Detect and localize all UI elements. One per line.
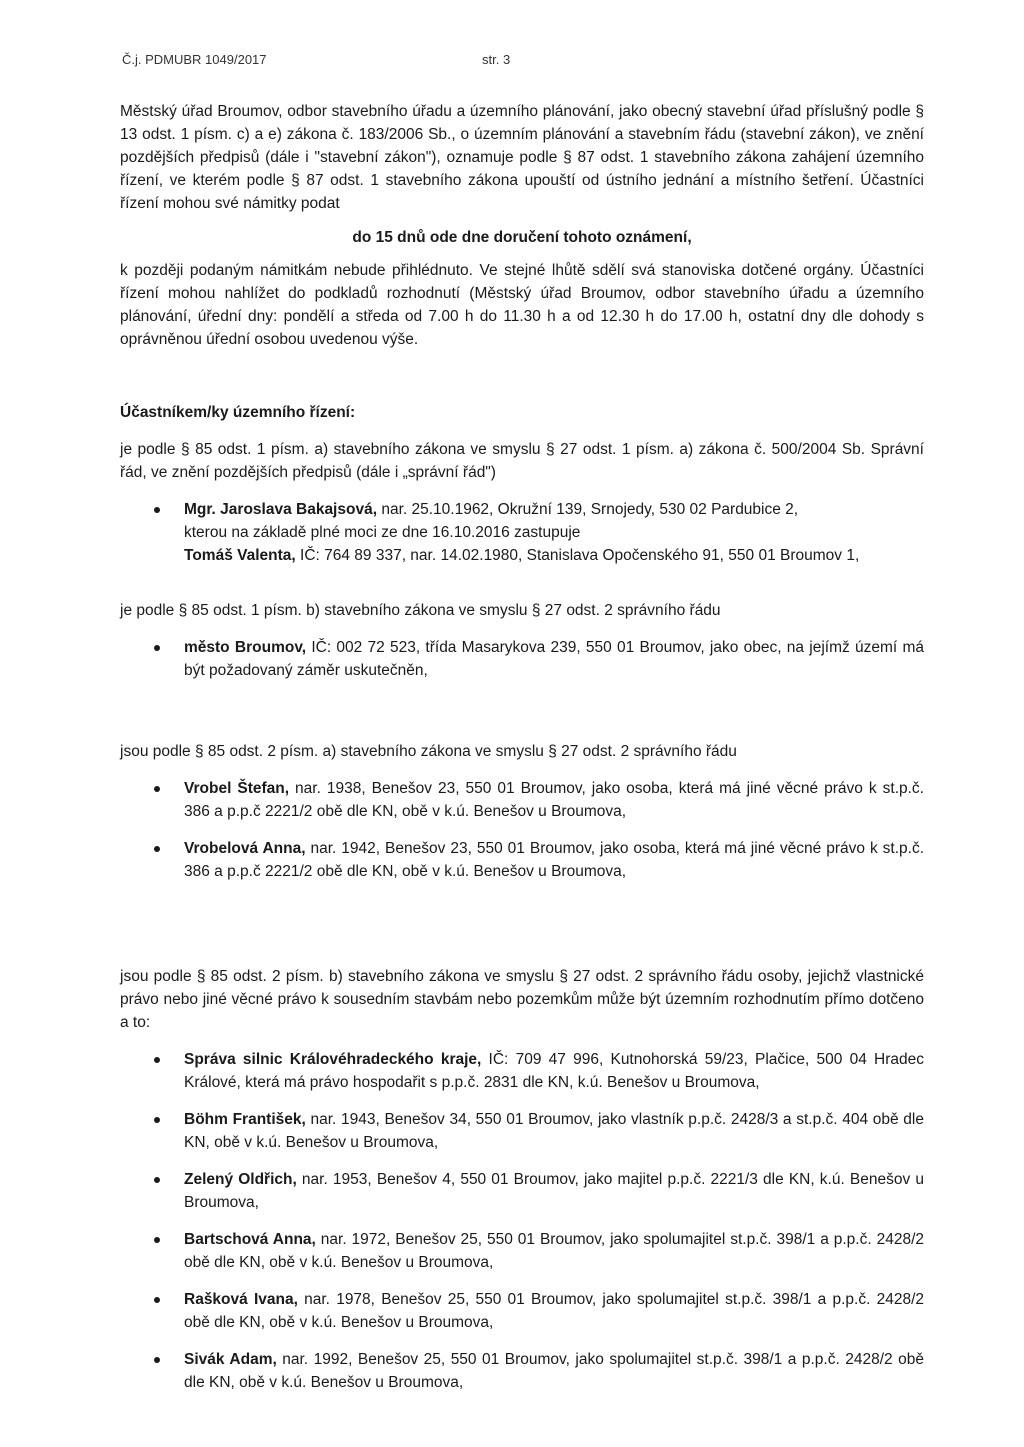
bullet-icon [154, 1057, 160, 1063]
list-item [120, 1048, 924, 1094]
group3-list [120, 777, 924, 883]
document-body [120, 100, 924, 1394]
participant-name: město Broumov, [184, 639, 307, 656]
list-item [120, 1168, 924, 1214]
participant-name: Böhm František, [184, 1111, 306, 1128]
representation-note: kterou na základě plné moci ze dne 16.10.2016 zastupuje [184, 524, 581, 541]
participants-heading: Účastníkem/ky územního řízení: [120, 404, 356, 421]
participant-name: Sivák Adam, [184, 1351, 277, 1368]
bullet-icon [154, 846, 160, 852]
group3-text: jsou podle § 85 odst. 2 písm. a) stavebního zákona ve smyslu § 27 odst. 2 správního řádu [120, 743, 737, 760]
list-item [120, 1348, 924, 1394]
participant-details: nar. 1953, Benešov 4, 550 01 Broumov, jako majitel p.p.č. 2221/3 dle KN, k.ú. Benešov u Broumova, [184, 1171, 924, 1211]
participant-name: Rašková Ivana, [184, 1291, 298, 1308]
participant-details: IČ: 002 72 523, třída Masarykova 239, 550 01 Broumov, jako obec, na jejímž území má být požadovaný záměr uskutečněn, [184, 639, 924, 679]
list-item [120, 636, 924, 682]
group2-list [120, 636, 924, 682]
bullet-icon [154, 507, 160, 513]
bullet-icon [154, 786, 160, 792]
bullet-icon [154, 1297, 160, 1303]
intro-paragraph: Městský úřad Broumov, odbor stavebního úřadu a územního plánování, jako obecný stavební úřad příslušný podle § 13 odst. 1 písm. c) a e) zákona č. 183/2006 Sb., o územním plánování a stavebním řádu (stavební zákon), ve znění pozdějších předpisů (dále i "stavební zákon"), oznamuje podle § 87 odst. 1 stavebního zákona zahájení územního řízení, ve kterém podle § 87 odst. 1 stavebního zákona upouští od ústního jednání a místního šetření. Účastníci řízení mohou své námitky podat [120, 103, 924, 212]
representative-name: Tomáš Valenta, [184, 547, 296, 564]
list-item [120, 1288, 924, 1334]
document-reference: Č.j. PDMUBR 1049/2017 [122, 52, 267, 67]
page-header [122, 52, 511, 67]
participant-name: Vrobel Štefan, [184, 780, 290, 797]
participant-name: Bartschová Anna, [184, 1231, 316, 1248]
list-item [120, 1228, 924, 1274]
bullet-icon [154, 645, 160, 651]
deadline-notice: do 15 dnů ode dne doručení tohoto oznámení, [352, 229, 692, 246]
participant-details: nar. 1972, Benešov 25, 550 01 Broumov, jako spolumajitel st.p.č. 398/1 a p.p.č. 2428/2 obě dle KN, obě v k.ú. Benešov u Broumova, [184, 1231, 924, 1271]
page-number: str. 3 [482, 52, 511, 67]
bullet-icon [154, 1117, 160, 1123]
participant-name: Vrobelová Anna, [184, 840, 306, 857]
participant-details: nar. 1992, Benešov 25, 550 01 Broumov, jako spolumajitel st.p.č. 398/1 a p.p.č. 2428/2 obě dle KN, obě v k.ú. Benešov u Broumova, [184, 1351, 924, 1391]
group4-list [120, 1048, 924, 1394]
list-item [120, 1108, 924, 1154]
group1-text: je podle § 85 odst. 1 písm. a) stavebního zákona ve smyslu § 27 odst. 1 písm. a) zákona č. 500/2004 Sb. Správní řád, ve znění pozdějších předpisů (dále i „správní řád") [120, 441, 924, 481]
participant-details: IČ: 709 47 996, Kutnohorská 59/23, Plačice, 500 04 Hradec Králové, která má právo hospodařit s p.p.č. 2831 dle KN, k.ú. Benešov u Broumova, [184, 1051, 924, 1091]
participant-details: nar. 1938, Benešov 23, 550 01 Broumov, jako osoba, která má jiné věcné právo k st.p.č. 386 a p.p.č 2221/2 obě dle KN, obě v k.ú. Benešov u Broumova, [184, 780, 924, 820]
participant-details: nar. 1943, Benešov 34, 550 01 Broumov, jako vlastník p.p.č. 2428/3 a st.p.č. 404 obě dle KN, obě v k.ú. Benešov u Broumova, [184, 1111, 924, 1151]
representative-details: IČ: 764 89 337, nar. 14.02.1980, Stanislava Opočenského 91, 550 01 Broumov 1, [295, 547, 860, 564]
group1-list [120, 498, 924, 567]
participant-name: Mgr. Jaroslava Bakajsová, [184, 501, 378, 518]
list-item [120, 498, 924, 567]
participant-details: nar. 25.10.1962, Okružní 139, Srnojedy, 530 02 Pardubice 2, [377, 501, 799, 518]
list-item [120, 837, 924, 883]
participant-details: nar. 1942, Benešov 23, 550 01 Broumov, jako osoba, která má jiné věcné právo k st.p.č. 386 a p.p.č 2221/2 obě dle KN, obě v k.ú. Benešov u Broumova, [184, 840, 924, 880]
participant-details: nar. 1978, Benešov 25, 550 01 Broumov, jako spolumajitel st.p.č. 398/1 a p.p.č. 2428/2 obě dle KN, obě v k.ú. Benešov u Broumova, [184, 1291, 924, 1331]
list-item [120, 777, 924, 823]
intro-paragraph-2: k později podaným námitkám nebude přihlédnuto. Ve stejné lhůtě sdělí svá stanoviska dotčené orgány. Účastníci řízení mohou nahlížet do podkladů rozhodnutí (Městský úřad Broumov, odbor stavebního úřadu a územního plánování, úřední dny: pondělí a středa od 7.00 h do 11.30 h a od 12.30 h do 17.00 h, ostatní dny dle dohody s oprávněnou úřední osobou uvedenou výše. [120, 262, 924, 348]
group2-text: je podle § 85 odst. 1 písm. b) stavebního zákona ve smyslu § 27 odst. 2 správního řádu [120, 602, 721, 619]
bullet-icon [154, 1177, 160, 1183]
participant-name: Správa silnic Královéhradeckého kraje, [184, 1051, 482, 1068]
group4-text: jsou podle § 85 odst. 2 písm. b) stavebního zákona ve smyslu § 27 odst. 2 správního řádu osoby, jejichž vlastnické právo nebo jiné věcné právo k sousedním stavbám nebo pozemkům může být územním rozhodnutím přímo dotčeno a to: [120, 968, 924, 1031]
bullet-icon [154, 1357, 160, 1363]
bullet-icon [154, 1237, 160, 1243]
participant-name: Zelený Oldřich, [184, 1171, 297, 1188]
